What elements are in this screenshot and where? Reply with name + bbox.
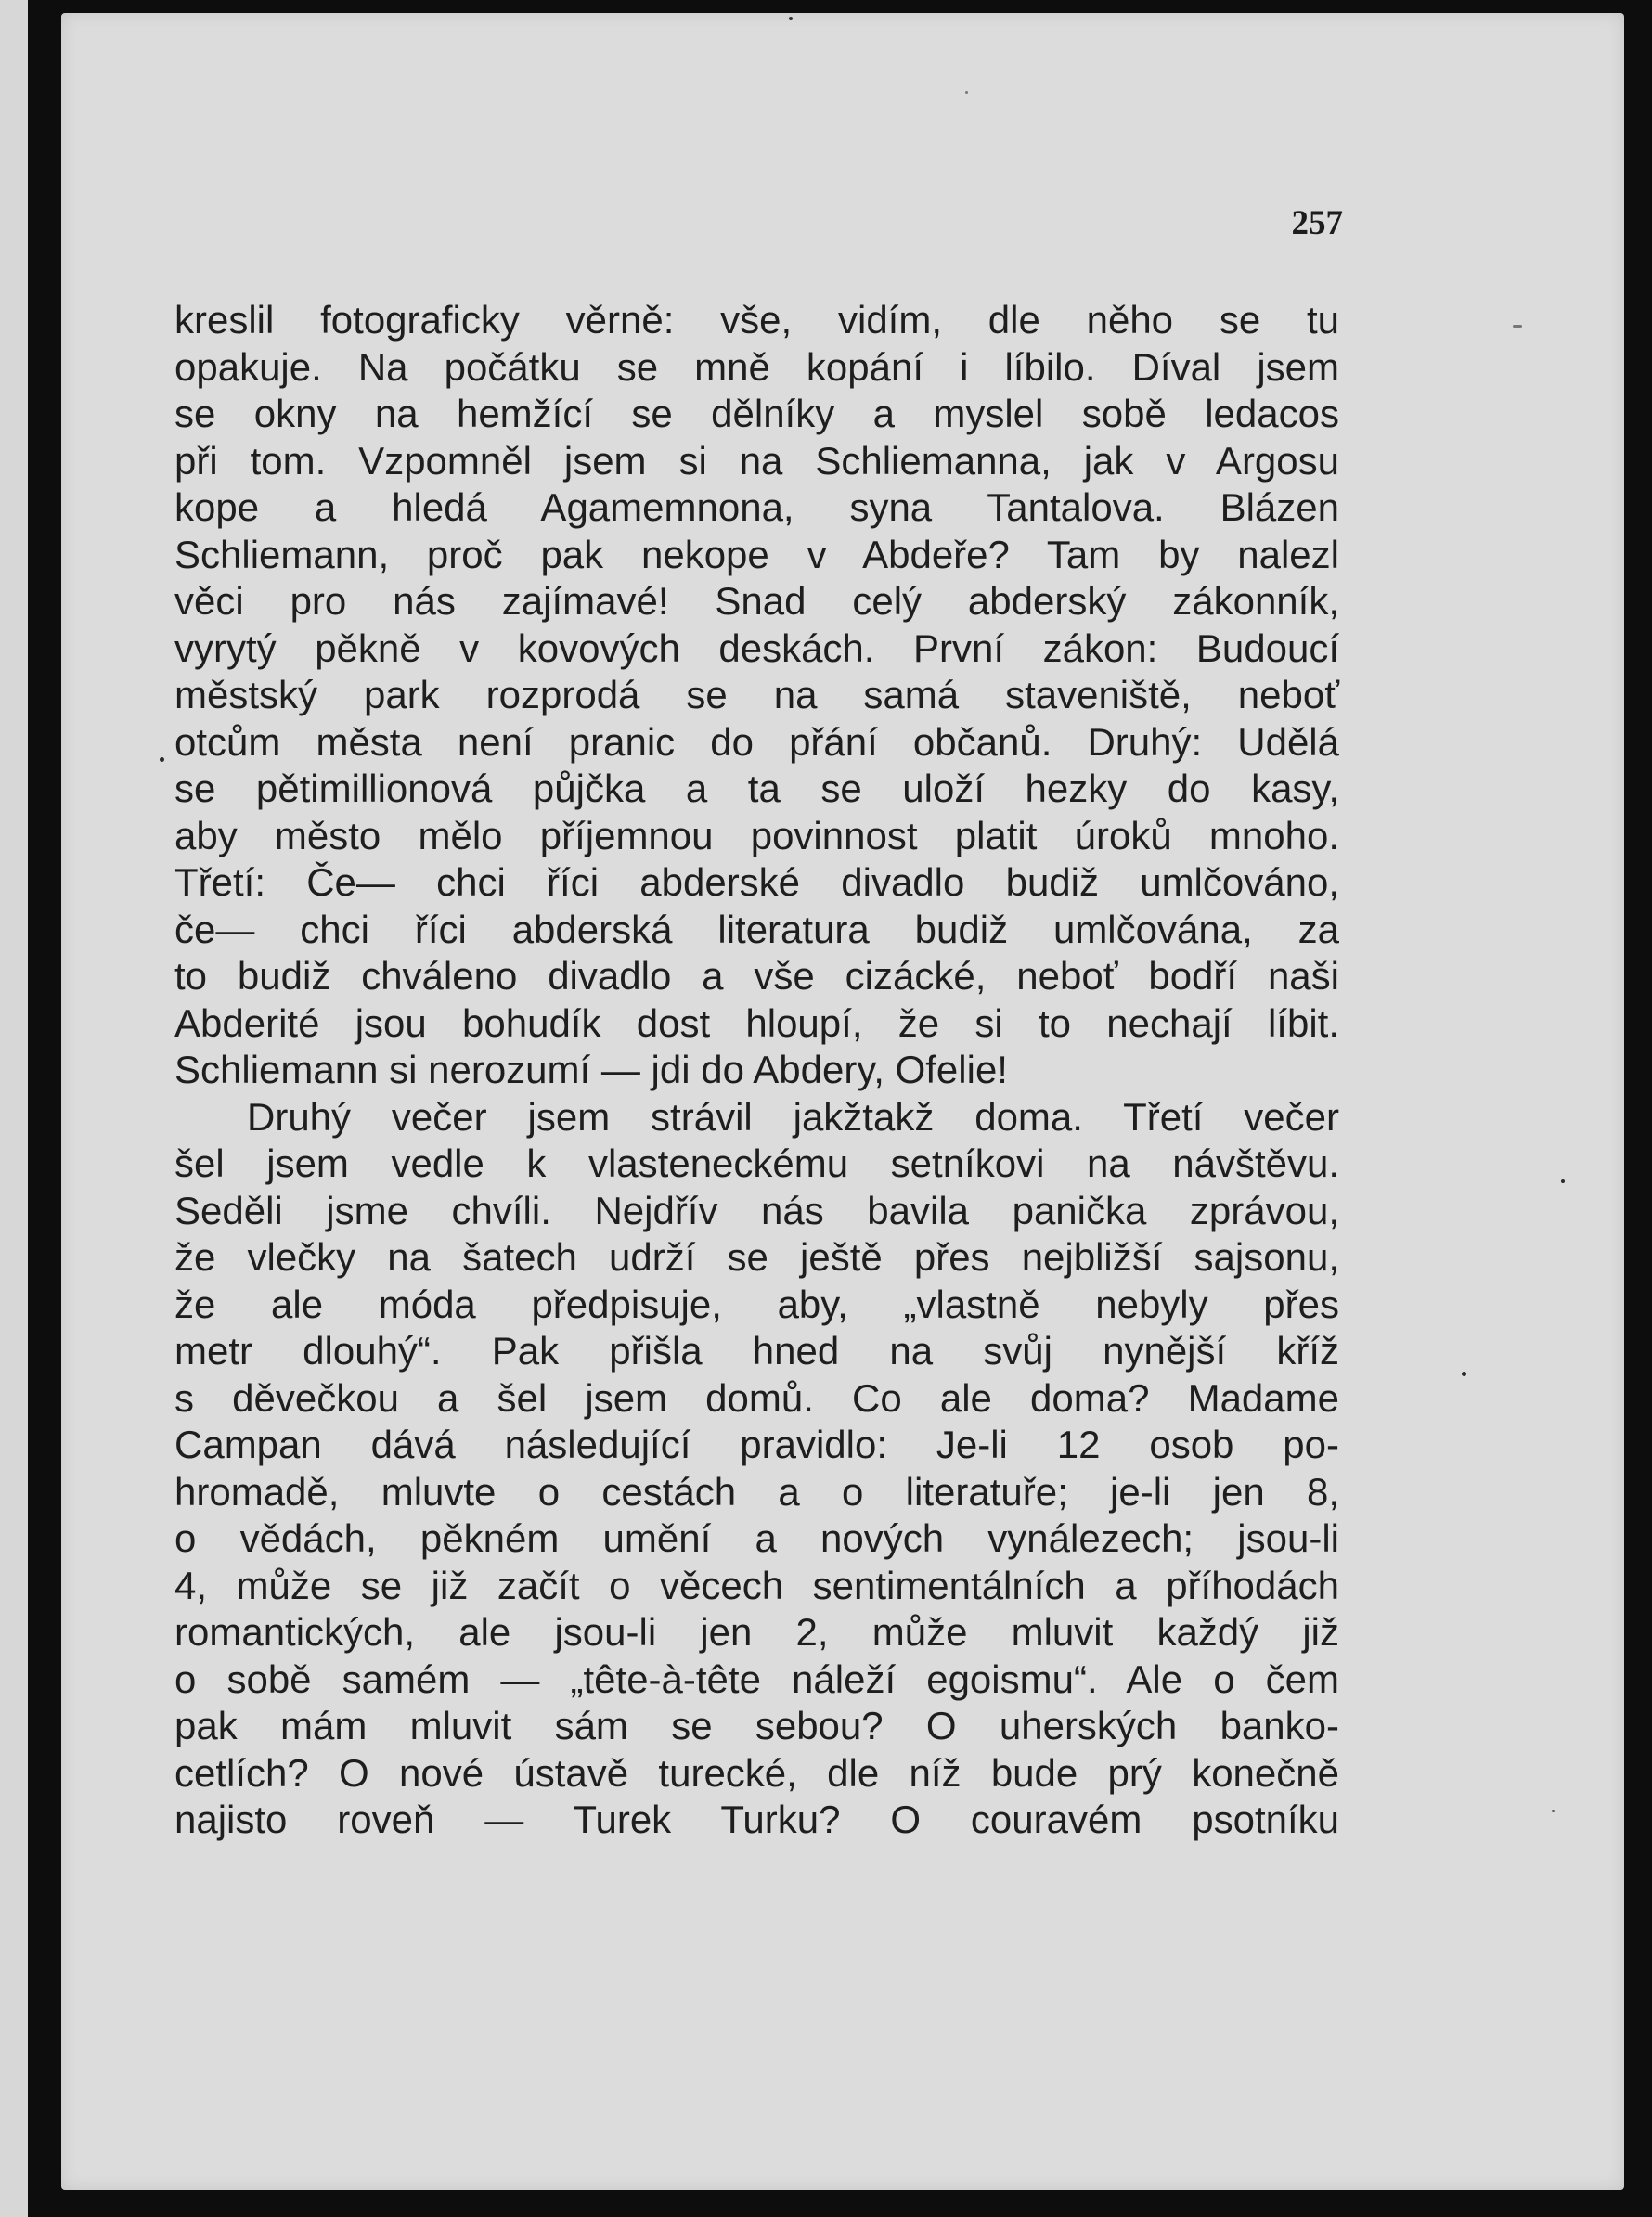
paper-speck bbox=[965, 91, 968, 94]
text-line: Třetí: Če— chci říci abderské divadlo budiž umlčováno, bbox=[174, 860, 1339, 904]
text-line: s děvečkou a šel jsem domů. Co ale doma? Madame bbox=[174, 1375, 1339, 1420]
text-line: pak mám mluvit sám se sebou? O uherských banko- bbox=[174, 1704, 1339, 1747]
text-line: o sobě samém — „tête-à-tête náleží egoismu“. Ale o čem bbox=[174, 1656, 1339, 1701]
text-line: se okny na hemžící se dělníky a myslel sobě ledacos bbox=[174, 392, 1339, 435]
text-line: že ale móda předpisuje, aby, „vlastně nebyly přes bbox=[174, 1282, 1339, 1326]
text-line: věci pro nás zajímavé! Snad celý abderský zákonník, bbox=[174, 579, 1339, 623]
text-line-paragraph-end: Schliemann si nerozumí — jdi do Abdery, Ofelie! bbox=[174, 1048, 1008, 1091]
text-line: najisto roveň — Turek Turku? O couravém psotníku bbox=[174, 1798, 1339, 1841]
text-line: če— chci říci abderská literatura budiž umlčována, za bbox=[174, 907, 1339, 951]
paper-speck bbox=[1462, 1372, 1466, 1376]
text-line: šel jsem vedle k vlasteneckému setníkovi na návštěvu. bbox=[174, 1141, 1339, 1185]
text-line: kreslil fotograficky věrně: vše, vidím, dle něho se tu bbox=[174, 298, 1339, 342]
text-line: aby město mělo příjemnou povinnost platit úroků mnoho. bbox=[174, 813, 1339, 857]
text-line: metr dlouhý“. Pak přišla hned na svůj nynější kříž bbox=[174, 1329, 1339, 1373]
text-line: cetlích? O nové ústavě turecké, dle níž bude prý konečně bbox=[174, 1750, 1339, 1795]
text-line: Campan dává následující pravidlo: Je-li 12 osob po- bbox=[174, 1423, 1339, 1466]
paper-speck bbox=[1561, 1179, 1565, 1183]
text-line: otcům města není pranic do přání občanů. Druhý: Udělá bbox=[174, 719, 1339, 764]
paper-speck bbox=[160, 757, 164, 762]
text-line: při tom. Vzpomněl jsem si na Schliemanna, jak v Argosu bbox=[174, 438, 1339, 483]
text-line-paragraph-start: Druhý večer jsem strávil jakžtakž doma. Třetí večer bbox=[247, 1094, 1339, 1139]
text-line: kope a hledá Agamemnona, syna Tantalova. Blázen bbox=[174, 485, 1339, 529]
paper-speck bbox=[1513, 325, 1522, 328]
text-line: městský park rozprodá se na samá staveniště, neboť bbox=[174, 673, 1339, 716]
text-line: Seděli jsme chvíli. Nejdřív nás bavila panička zprávou, bbox=[174, 1188, 1339, 1232]
text-line: romantických, ale jsou-li jen 2, může mluvit každý již bbox=[174, 1610, 1339, 1654]
text-line: hromadě, mluvte o cestách a o literatuře; je-li jen 8, bbox=[174, 1469, 1339, 1514]
text-line: Abderité jsou bohudík dost hloupí, že si to nechají líbit. bbox=[174, 1000, 1339, 1045]
adjacent-page-edge bbox=[0, 0, 28, 2217]
paper-speck bbox=[789, 17, 793, 20]
text-line: Schliemann, proč pak nekope v Abdeře? Tam by nalezl bbox=[174, 532, 1339, 576]
text-line: se pětimillionová půjčka a ta se uloží hezky do kasy, bbox=[174, 767, 1339, 810]
text-line: to budiž chváleno divadlo a vše cizácké, neboť bodří naši bbox=[174, 954, 1339, 998]
text-line: opakuje. Na počátku se mně kopání i líbilo. Díval jsem bbox=[174, 344, 1339, 389]
body-text bbox=[174, 297, 1339, 1844]
text-line: o vědách, pěkném umění a nových vynálezech; jsou-li bbox=[174, 1516, 1339, 1560]
paper-speck bbox=[1552, 1810, 1555, 1812]
page-number: 257 bbox=[1291, 204, 1343, 242]
text-line: že vlečky na šatech udrží se ještě přes nejbližší sajsonu, bbox=[174, 1235, 1339, 1279]
text-line: vyrytý pěkně v kovových deskách. První zákon: Budoucí bbox=[174, 625, 1339, 670]
text-line: 4, může se již začít o věcech sentimentálních a příhodách bbox=[174, 1563, 1339, 1607]
